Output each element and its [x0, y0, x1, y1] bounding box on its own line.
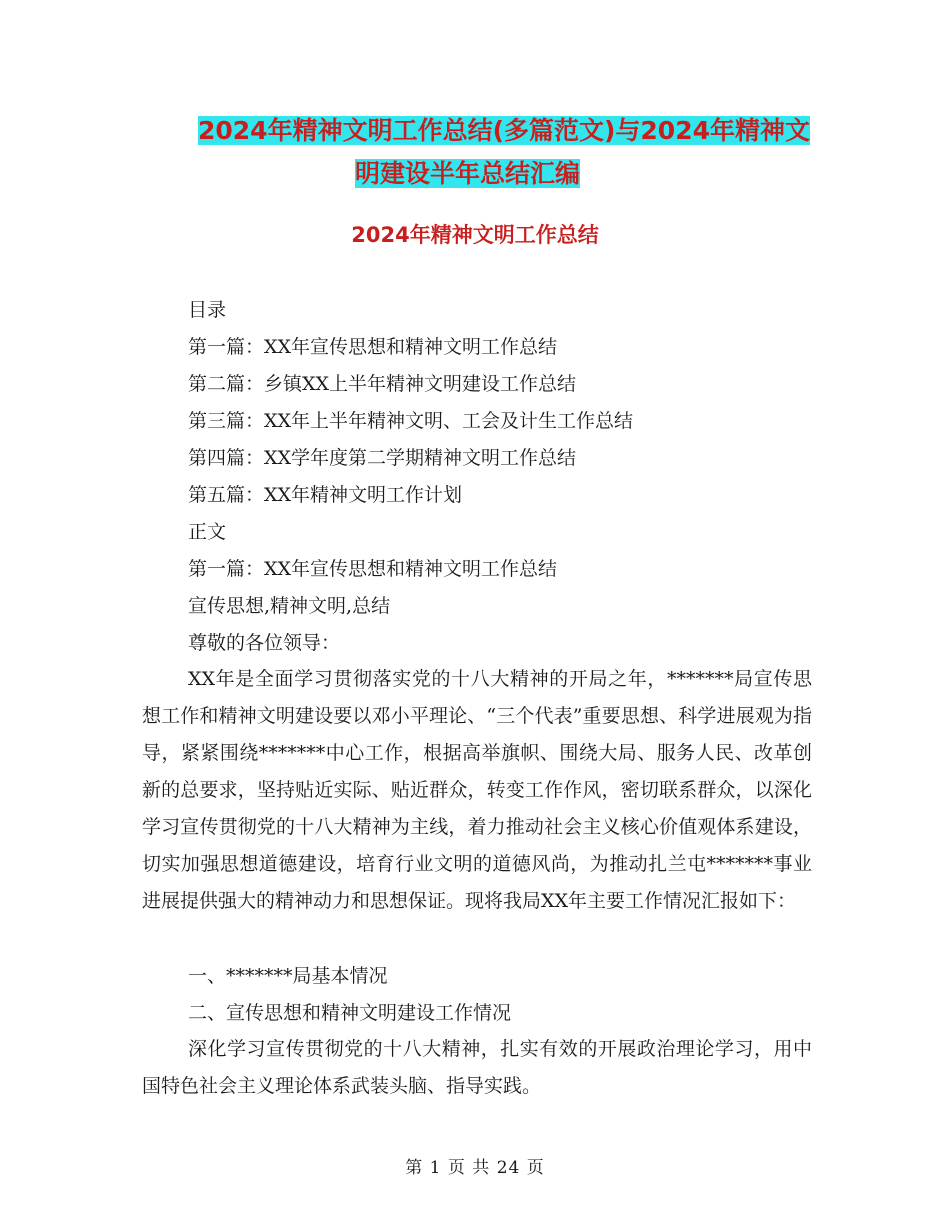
page-number: 第 1 页 共 24 页	[405, 1158, 545, 1178]
section-heading-2: 二、宣传思想和精神文明建设工作情况	[188, 1002, 512, 1024]
body-paragraph-1: XX年是全面学习贯彻落实党的十八大精神的开局之年，*******局宣传思想工作和精神文明建设要以邓小平理论、“三个代表”重要思想、科学进展观为指导，紧紧围绕*******中心工作，根据高举旗帜、围绕大局、服务人民、改革创新的总要求，坚持贴近实际、贴近群众，转变工作作风，密切联系群众，以深化学习宣传贯彻党的十八大精神为主线，着力推动社会主义核心价值观体系建设，切实加强思想道德建设，培育行业文明的道德风尚，为推动扎兰屯*******事业进展提供强大的精神动力和思想保证。现将我局XX年主要工作情况汇报如下：	[142, 668, 812, 912]
body-paragraph-2: 深化学习宣传贯彻党的十八大精神，扎实有效的开展政治理论学习，用中国特色社会主义理论体系武装头脑、指导实践。	[142, 1038, 812, 1097]
body-heading: 正文	[188, 521, 227, 543]
toc-heading: 目录	[188, 299, 227, 321]
document-title-line1	[140, 113, 810, 149]
toc-item-5: 第五篇：XX年精神文明工作计划	[188, 484, 463, 506]
toc-item-2: 第二篇：乡镇XX上半年精神文明建设工作总结	[188, 373, 577, 395]
document-title-line2	[355, 156, 615, 192]
title-highlight: 2024年精神文明工作总结(多篇范文)与2024年精神文	[197, 116, 810, 145]
toc-item-1: 第一篇：XX年宣传思想和精神文明工作总结	[188, 336, 558, 358]
toc-item-3: 第三篇：XX年上半年精神文明、工会及计生工作总结	[188, 410, 634, 432]
section-title: 2024年精神文明工作总结	[351, 223, 599, 247]
keywords: 宣传思想,精神文明,总结	[188, 595, 391, 617]
section-heading-1: 一、*******局基本情况	[188, 965, 388, 987]
title-highlight: 明建设半年总结汇编	[355, 159, 581, 188]
article-title: 第一篇：XX年宣传思想和精神文明工作总结	[188, 558, 558, 580]
toc-item-4: 第四篇：XX学年度第二学期精神文明工作总结	[188, 447, 577, 469]
salutation: 尊敬的各位领导：	[188, 632, 341, 654]
